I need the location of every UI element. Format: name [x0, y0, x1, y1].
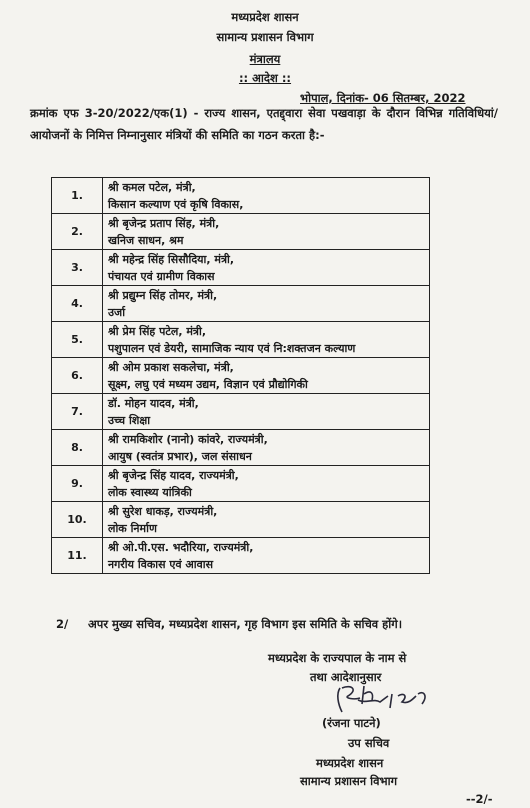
member-department: खनिज साधन, श्रम: [108, 233, 184, 247]
page-marker: --2/-: [466, 792, 493, 806]
member-cell: [103, 502, 430, 538]
member-cell: [103, 250, 430, 286]
member-department: नगरीय विकास एवं आवास: [108, 557, 214, 571]
office-line2: सामान्य प्रशासन विभाग: [300, 774, 398, 788]
row-number: 7.: [52, 394, 103, 430]
office-line1: मध्यप्रदेश शासन: [316, 756, 384, 770]
member-name: श्री रामकिशोर (नानो) कांवरे, राज्यमंत्री,: [108, 432, 268, 446]
member-name: श्री सुरेश धाकड़, राज्यमंत्री,: [108, 504, 218, 518]
member-cell: [103, 358, 430, 394]
header-government: मध्यप्रदेश शासन: [231, 10, 299, 24]
member-name: श्री प्रद्युम्न सिंह तोमर, मंत्री,: [108, 288, 218, 302]
member-department: किसान कल्याण एवं कृषि विकास,: [108, 197, 244, 211]
member-department: उर्जा: [108, 305, 126, 319]
member-cell: [103, 322, 430, 358]
member-cell: [103, 466, 430, 502]
table-row: [52, 394, 430, 430]
closing-line2: तथा आदेशानुसार: [310, 670, 382, 684]
table-row: [52, 538, 430, 574]
member-cell: [103, 430, 430, 466]
table-row: [52, 286, 430, 322]
header-order: :: आदेश ::: [238, 71, 292, 85]
table-row: [52, 502, 430, 538]
member-department: आयुष (स्वतंत्र प्रभार), जल संसाधन: [108, 449, 252, 463]
member-department: उच्च शिक्षा: [108, 413, 151, 427]
member-cell: [103, 178, 430, 214]
closing-line1: मध्यप्रदेश के राज्यपाल के नाम से: [268, 651, 407, 665]
date-line: भोपाल, दिनांक- 06 सितम्बर, 2022: [300, 91, 466, 105]
row-number: 4.: [52, 286, 103, 322]
member-department: पशुपालन एवं डेयरी, सामाजिक न्याय एवं नि:शक्तजन कल्याण: [108, 341, 356, 355]
table-row: [52, 322, 430, 358]
member-name: श्री कमल पटेल, मंत्री,: [108, 180, 196, 194]
row-number: 8.: [52, 430, 103, 466]
member-name: श्री ओ.पी.एस. भदौरिया, राज्यमंत्री,: [108, 540, 254, 554]
member-name: श्री ओम प्रकाश सकलेचा, मंत्री,: [108, 360, 234, 374]
table-row: [52, 250, 430, 286]
member-cell: [103, 394, 430, 430]
row-number: 9.: [52, 466, 103, 502]
member-name: श्री बृजेन्द्र प्रताप सिंह, मंत्री,: [108, 216, 220, 230]
table-row: [52, 430, 430, 466]
member-cell: [103, 538, 430, 574]
header-department: सामान्य प्रशासन विभाग: [216, 30, 314, 44]
member-name: श्री प्रेम सिंह पटेल, मंत्री,: [108, 324, 207, 338]
member-name: श्री बृजेन्द्र सिंह यादव, राज्यमंत्री,: [108, 468, 239, 482]
designation: उप सचिव: [348, 736, 390, 750]
row-number: 1.: [52, 178, 103, 214]
table-row: [52, 466, 430, 502]
member-name: डॉ. मोहन यादव, मंत्री,: [108, 396, 199, 410]
row-number: 2.: [52, 214, 103, 250]
row-number: 3.: [52, 250, 103, 286]
signatory-name: (रंजना पाटने): [322, 716, 381, 730]
member-department: पंचायत एवं ग्रामीण विकास: [108, 269, 215, 283]
member-name: श्री महेन्द्र सिंह सिसौदिया, मंत्री,: [108, 252, 235, 266]
table-row: [52, 358, 430, 394]
row-number: 11.: [52, 538, 103, 574]
member-department: सूक्ष्म, लघु एवं मध्यम उद्यम, विज्ञान एवं प्रौद्योगिकी: [108, 377, 308, 391]
member-cell: [103, 286, 430, 322]
row-number: 10.: [52, 502, 103, 538]
member-department: लोक निर्माण: [108, 521, 157, 535]
table-row: [52, 178, 430, 214]
table-row: [52, 214, 430, 250]
header-ministry: मंत्रालय: [249, 52, 281, 66]
member-department: लोक स्वास्थ्य यांत्रिकी: [108, 485, 192, 499]
committee-table: [51, 177, 430, 574]
row-number: 5.: [52, 322, 103, 358]
point2-number: 2/: [56, 617, 69, 631]
intro-paragraph: क्रमांक एफ 3-20/2022/एक(1) - राज्य शासन, एतद्द्वारा सेवा पखवाड़ा के दौरान विभिन्न गतिविधियां/आयोजनों के निमित्त निम्नानुसार मंत्रियों की समिति का गठन करता है:-: [30, 106, 498, 142]
point2-text: अपर मुख्य सचिव, मध्यप्रदेश शासन, गृह विभाग इस समिति के सचिव होंगे।: [88, 617, 403, 631]
row-number: 6.: [52, 358, 103, 394]
member-cell: [103, 214, 430, 250]
